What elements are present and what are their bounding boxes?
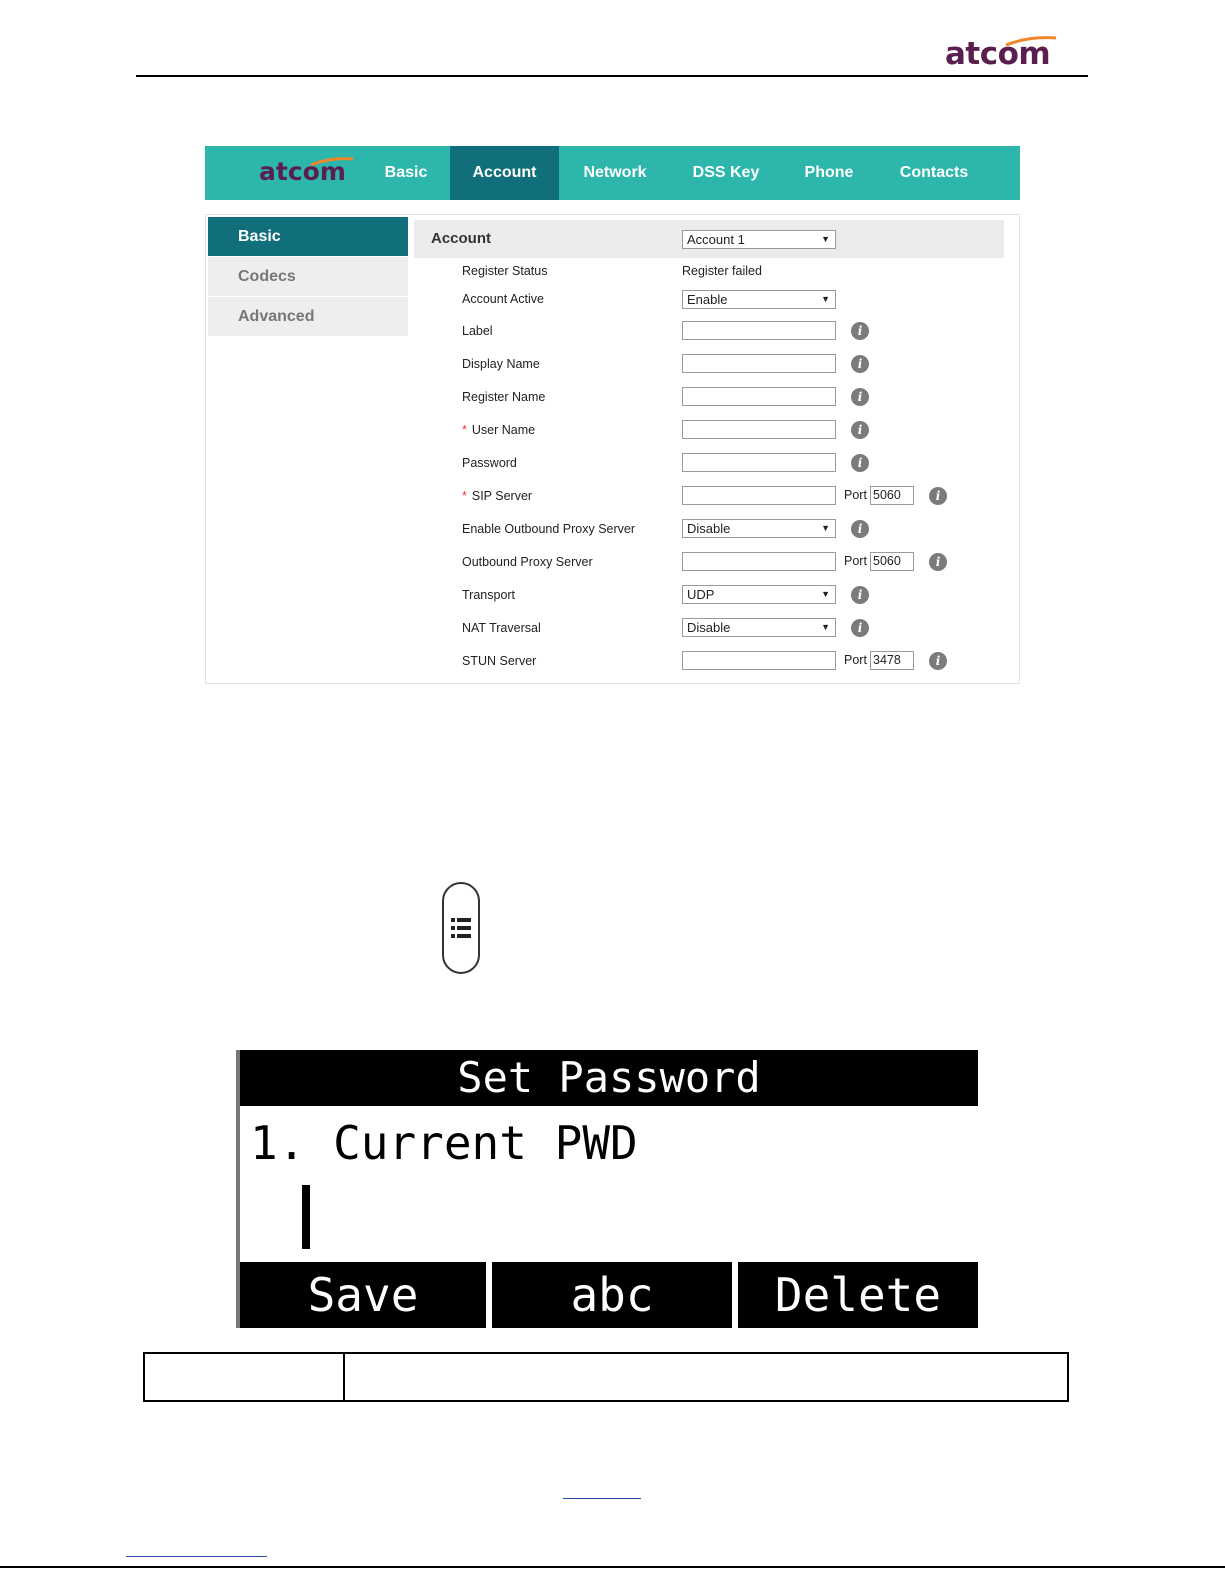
tab-phone[interactable]: Phone <box>804 164 854 181</box>
label-label: Label <box>462 324 493 338</box>
register-name-input[interactable] <box>682 387 836 406</box>
account-active-select[interactable] <box>682 290 836 309</box>
info-icon[interactable]: i <box>929 487 947 505</box>
display-name-input[interactable] <box>682 354 836 373</box>
info-icon[interactable]: i <box>851 454 869 472</box>
nat-traversal-label: NAT Traversal <box>462 621 541 635</box>
account-select[interactable] <box>682 230 836 249</box>
account-active-label: Account Active <box>462 292 544 306</box>
enable-outbound-proxy-select[interactable] <box>682 519 836 538</box>
user-name-label-text: User Name <box>471 423 536 437</box>
description-table <box>143 1352 1069 1402</box>
softkey-abc[interactable]: abc <box>492 1262 732 1328</box>
web-ui-screenshot <box>205 146 1020 684</box>
register-status-value: Register failed <box>682 264 762 278</box>
info-icon[interactable]: i <box>851 619 869 637</box>
dropdown-arrow-icon: ▼ <box>821 234 830 244</box>
table-column-divider <box>343 1354 345 1400</box>
nat-traversal-select[interactable] <box>682 618 836 637</box>
footer-rule <box>0 1566 1225 1568</box>
lcd-line-current-pwd: 1. Current PWD <box>250 1116 638 1170</box>
menu-key <box>442 882 480 974</box>
content-area <box>205 214 1020 684</box>
transport-select[interactable] <box>682 585 836 604</box>
softkey-delete[interactable]: Delete <box>738 1262 978 1328</box>
info-icon[interactable]: i <box>851 355 869 373</box>
user-name-label <box>462 423 535 437</box>
tab-basic[interactable]: Basic <box>384 164 428 181</box>
required-mark: * <box>462 489 467 503</box>
tab-network[interactable]: Network <box>583 164 647 181</box>
info-icon[interactable]: i <box>851 421 869 439</box>
brand-logo: atcom <box>259 157 346 186</box>
stun-server-input[interactable] <box>682 651 836 670</box>
side-item-advanced[interactable]: Advanced <box>208 297 408 336</box>
register-name-label: Register Name <box>462 390 546 404</box>
tab-account[interactable]: Account <box>450 146 559 200</box>
outbound-proxy-port-input[interactable]: 5060 <box>870 552 914 571</box>
tab-contacts[interactable]: Contacts <box>899 164 969 181</box>
label-input[interactable] <box>682 321 836 340</box>
account-active-value: Enable <box>687 292 728 307</box>
outbound-proxy-server-label: Outbound Proxy Server <box>462 555 593 569</box>
brand-swoosh <box>309 157 355 166</box>
info-icon[interactable]: i <box>851 586 869 604</box>
menu-list-icon <box>444 884 477 971</box>
required-mark: * <box>462 423 467 437</box>
account-select-value: Account 1 <box>687 232 745 247</box>
info-icon[interactable]: i <box>929 553 947 571</box>
stun-server-port-input[interactable]: 3478 <box>870 651 914 670</box>
dropdown-arrow-icon: ▼ <box>821 294 830 304</box>
display-name-label: Display Name <box>462 357 540 371</box>
hyperlink-underline[interactable] <box>563 1498 641 1499</box>
info-icon[interactable]: i <box>851 322 869 340</box>
user-name-input[interactable] <box>682 420 836 439</box>
sip-server-label <box>462 489 532 503</box>
sip-server-port-input[interactable]: 5060 <box>870 486 914 505</box>
lcd-text-cursor <box>302 1185 310 1249</box>
dropdown-arrow-icon: ▼ <box>821 589 830 599</box>
outbound-proxy-port-label: Port <box>844 554 867 568</box>
sip-server-label-text: SIP Server <box>471 489 533 503</box>
dropdown-arrow-icon: ▼ <box>821 622 830 632</box>
transport-value: UDP <box>687 587 715 602</box>
enable-outbound-proxy-value: Disable <box>687 521 731 536</box>
register-status-label: Register Status <box>462 264 548 278</box>
top-navigation <box>205 146 1020 200</box>
info-icon[interactable]: i <box>851 520 869 538</box>
side-item-codecs[interactable]: Codecs <box>208 257 408 296</box>
info-icon[interactable]: i <box>929 652 947 670</box>
phone-lcd-screen <box>236 1050 978 1328</box>
side-item-basic[interactable]: Basic <box>208 217 408 256</box>
sip-server-port-label: Port <box>844 488 867 502</box>
stun-server-port-label: Port <box>844 653 867 667</box>
lcd-title: Set Password <box>240 1050 978 1106</box>
enable-outbound-proxy-label: Enable Outbound Proxy Server <box>462 522 636 536</box>
header-rule <box>136 75 1088 77</box>
tab-dss-key[interactable]: DSS Key <box>692 164 760 181</box>
account-title: Account <box>431 230 491 247</box>
footer-link-underline[interactable] <box>126 1556 267 1557</box>
nat-traversal-value: Disable <box>687 620 731 635</box>
outbound-proxy-server-input[interactable] <box>682 552 836 571</box>
dropdown-arrow-icon: ▼ <box>821 523 830 533</box>
page-logo: atcom <box>945 36 1051 72</box>
sip-server-input[interactable] <box>682 486 836 505</box>
softkey-save[interactable]: Save <box>240 1262 486 1328</box>
password-input[interactable] <box>682 453 836 472</box>
info-icon[interactable]: i <box>851 388 869 406</box>
page-logo-swoosh <box>1004 36 1058 46</box>
password-label: Password <box>462 456 517 470</box>
transport-label: Transport <box>462 588 516 602</box>
side-navigation <box>208 217 408 337</box>
stun-server-label: STUN Server <box>462 654 537 668</box>
